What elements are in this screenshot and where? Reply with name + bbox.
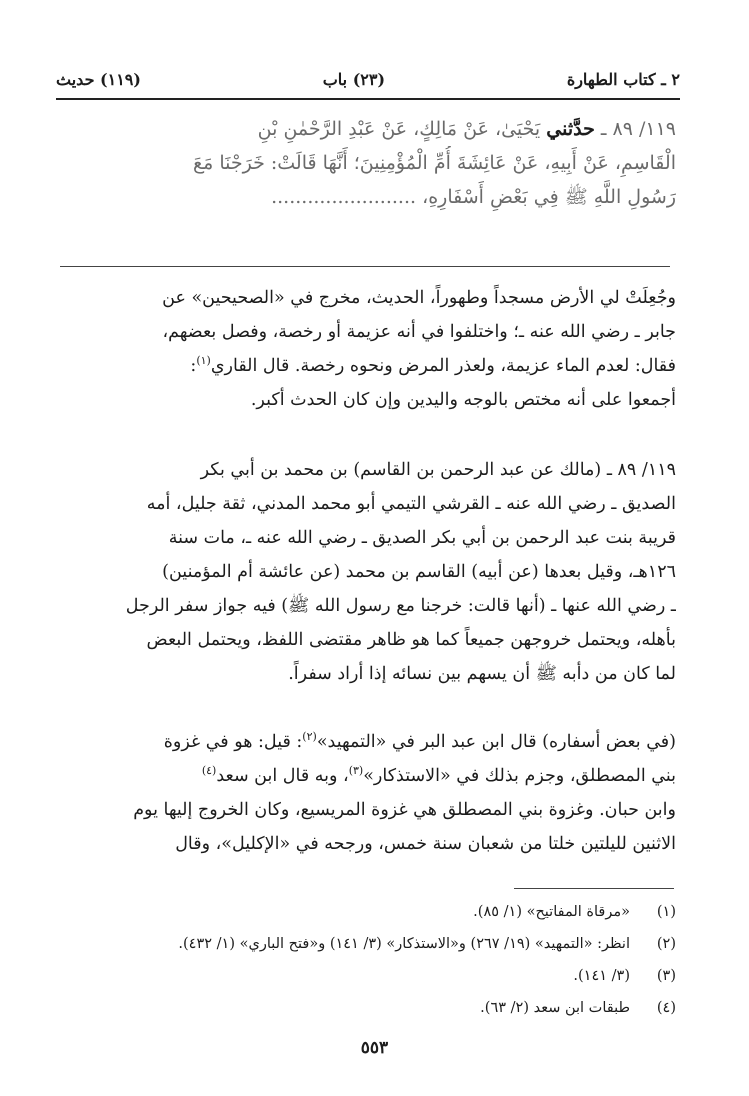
hadith-opening-word: حدَّثني [546, 118, 595, 140]
commentary-paragraph [60, 281, 676, 417]
footnotes [60, 896, 676, 1024]
footnote-ref: (٣) [348, 764, 364, 778]
hadith-chain: يَحْيَىٰ، عَنْ مَالِكٍ، عَنْ عَبْدِ الرَّحْمٰنِ بْنِ [257, 118, 541, 140]
header-chapter: ٢ ـ كتاب الطهارة [566, 69, 680, 89]
commentary-text: فقال: لعدم الماء عزيمة، ولعذر المرض ونحوه رخصة. قال القاري [210, 356, 676, 376]
commentary-line: لما كان من دأبه ﷺ أن يسهم بين نسائه إذا أراد سفراً. [288, 664, 676, 684]
header-section: (٢٣) باب [322, 69, 386, 89]
footnote-number: (٢) [656, 936, 676, 952]
text-commentary-divider [60, 266, 670, 267]
footnote-ref: (١) [196, 354, 211, 368]
footnote-item [60, 992, 676, 1024]
commentary-text: ، وبه قال ابن سعد [216, 766, 349, 786]
footnote-item [60, 896, 676, 928]
footnote-divider [514, 888, 674, 889]
hadith-line [60, 112, 676, 146]
commentary-line: أجمعوا على أنه مختص بالوجه واليدين وإن كان الحدث أكبر. [250, 390, 676, 410]
running-header [56, 60, 680, 100]
footnote-ref: (٢) [302, 730, 317, 744]
page-number: ٥٥٣ [360, 1038, 389, 1058]
hadith-number: ١١٩/ ٨٩ ـ [600, 118, 676, 140]
commentary-line: وجُعِلَتْ لي الأرض مسجداً وطهوراً، الحديث، مخرج في «الصحيحين» عن [162, 288, 676, 308]
commentary-line: بأهله، ويحتمل خروجهن جميعاً كما هو ظاهر مقتضى اللفظ، ويحتمل البعض [146, 630, 676, 650]
commentary-line: قريبة بنت عبد الرحمن بن أبي بكر الصديق ـ رضي الله عنه ـ، مات سنة [168, 528, 676, 548]
commentary-line [60, 349, 676, 383]
footnote-item [60, 960, 676, 992]
commentary-line: الصديق ـ رضي الله عنه ـ القرشي التيمي أبو محمد المدني، ثقة جليل، أمه [146, 494, 676, 514]
header-hadith: (١١٩) حديث [56, 69, 141, 89]
commentary-line: الاثنين لليلتين خلتا من شعبان سنة خمس، ورجحه في «الإكليل»، وقال [175, 834, 676, 854]
commentary-paragraph [60, 725, 676, 861]
hadith-line: رَسُولِ اللَّهِ ﷺ فِي بَعْضِ أَسْفَارِهِ، ........................ [271, 186, 676, 208]
footnote-text: انظر: «التمهيد» (١٩/ ٢٦٧) و«الاستذكار» (٣/ ١٤١) و«فتح الباري» (١/ ٤٣٢). [178, 936, 630, 952]
commentary-paragraph [60, 453, 676, 691]
commentary-line: وابن حبان. وغزوة بني المصطلق هي غزوة المريسيع، وكان الخروج إليها يوم [133, 800, 676, 820]
commentary-line: ـ رضي الله عنها ـ (أنها قالت: خرجنا مع رسول الله ﷺ) فيه جواز سفر الرجل [125, 596, 676, 616]
footnote-ref: (٤) [201, 764, 217, 778]
footnote-number: (١) [656, 904, 676, 920]
footnote-text: (٣/ ١٤١). [573, 968, 630, 984]
commentary-text: بني المصطلق، وجزم بذلك في «الاستذكار» [363, 766, 676, 786]
footnote-number: (٣) [656, 968, 676, 984]
commentary-line [60, 759, 676, 793]
commentary-text: : [190, 356, 197, 376]
hadith-text [60, 112, 676, 214]
commentary-line: ١٢٦هـ، وقيل بعدها (عن أبيه) القاسم بن محمد (عن عائشة أم المؤمنين) [162, 562, 676, 582]
footnote-number: (٤) [656, 1000, 676, 1016]
footnote-item [60, 928, 676, 960]
footnote-text: طبقات ابن سعد (٢/ ٦٣). [480, 1000, 630, 1016]
commentary-line: جابر ـ رضي الله عنه ـ؛ واختلفوا في أنه عزيمة أو رخصة، وفصل بعضهم، [162, 322, 676, 342]
commentary-line: ١١٩/ ٨٩ ـ (مالك عن عبد الرحمن بن القاسم) بن محمد بن أبي بكر [200, 460, 676, 480]
hadith-line: الْقَاسِمِ، عَنْ أَبِيهِ، عَنْ عَائِشَةَ أُمِّ الْمُؤْمِنِينَ؛ أَنَّهَا قَالَتْ: خَرَجْنَا مَعَ [192, 152, 676, 174]
commentary-text: (في بعض أسفاره) قال ابن عبد البر في «التمهيد» [316, 732, 676, 752]
footnote-text: «مرقاة المفاتيح» (١/ ٨٥). [473, 904, 630, 920]
commentary-text: : قيل: هو في غزوة [163, 732, 303, 752]
commentary-line [60, 725, 676, 759]
